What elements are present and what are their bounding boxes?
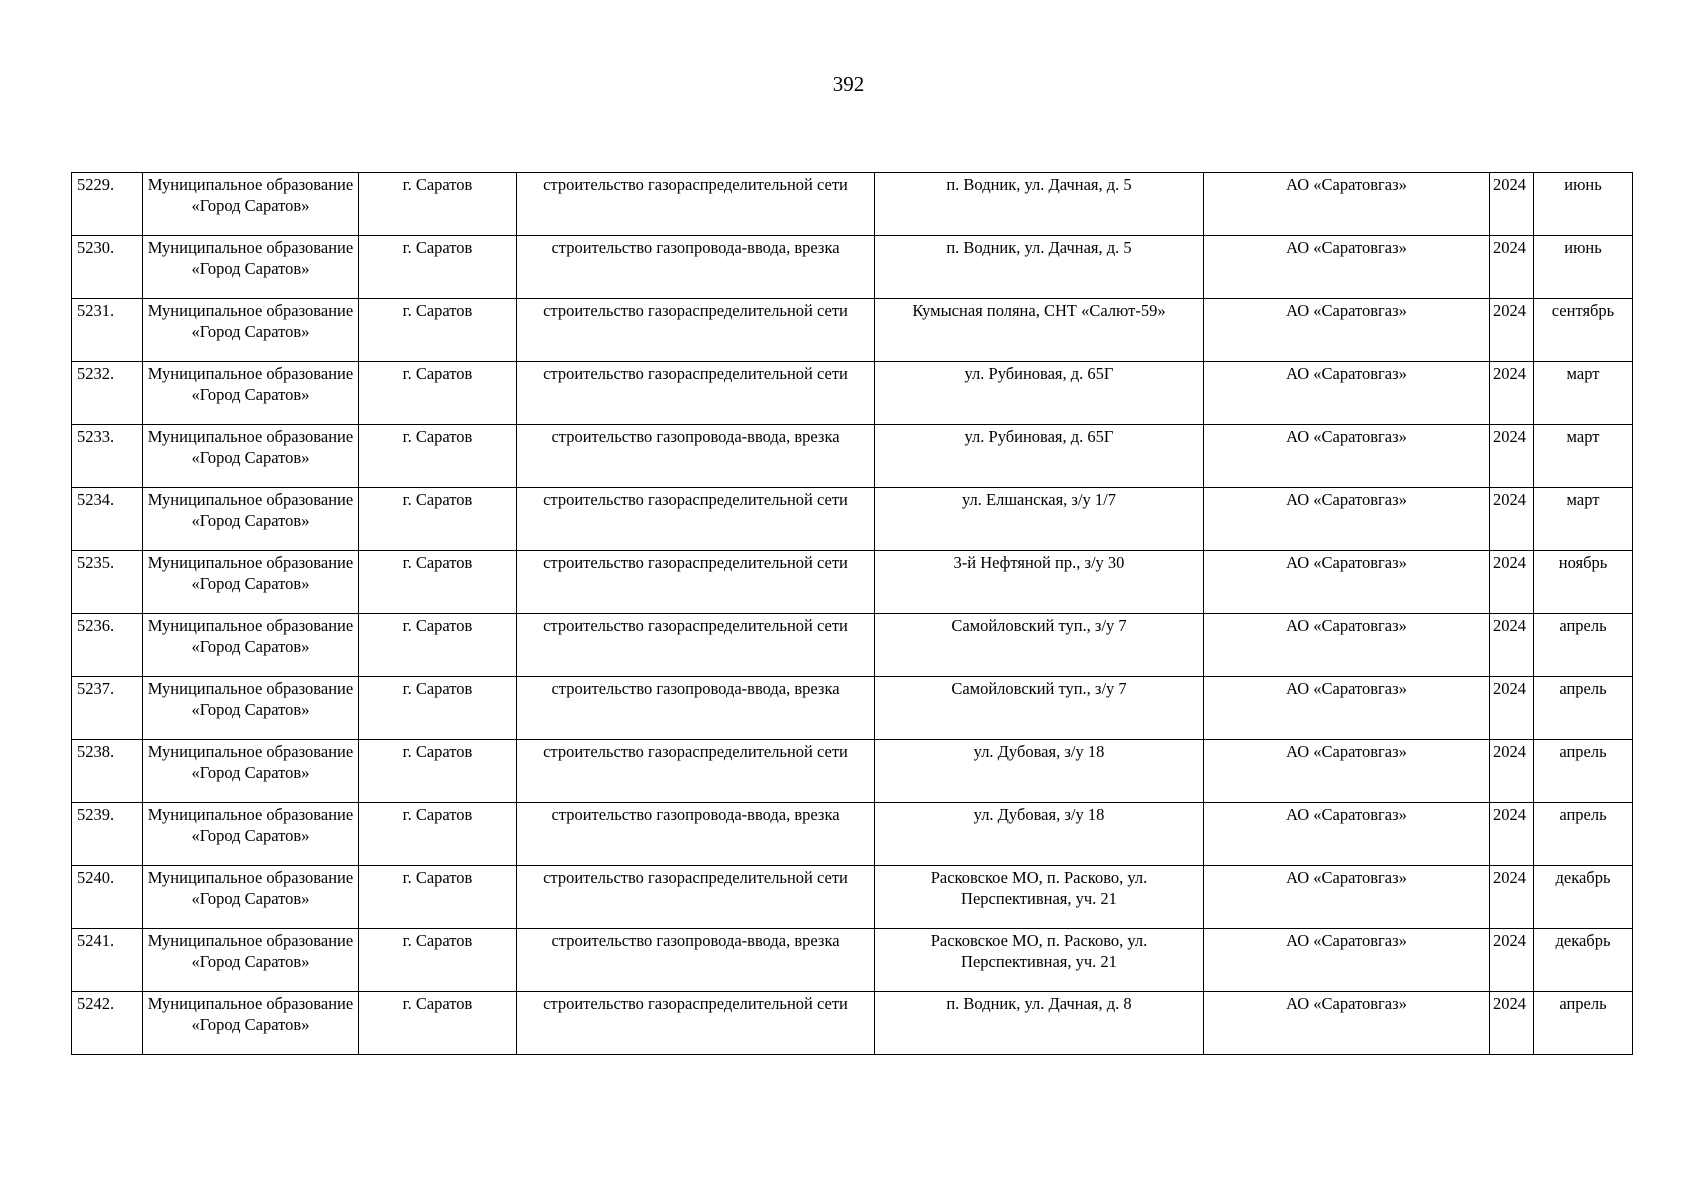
- settlement-cell: г. Саратов: [359, 299, 517, 362]
- month-cell: декабрь: [1534, 929, 1633, 992]
- row-number-cell: 5240.: [72, 866, 143, 929]
- year-cell: 2024: [1490, 299, 1534, 362]
- month-cell: апрель: [1534, 992, 1633, 1055]
- month-cell: апрель: [1534, 803, 1633, 866]
- address-cell: п. Водник, ул. Дачная, д. 8: [875, 992, 1204, 1055]
- work-type-cell: строительство газораспределительной сети: [517, 551, 875, 614]
- settlement-cell: г. Саратов: [359, 551, 517, 614]
- operator-cell: АО «Саратовгаз»: [1204, 488, 1490, 551]
- address-cell: 3-й Нефтяной пр., з/у 30: [875, 551, 1204, 614]
- municipality-cell: Муниципальное образование «Город Саратов»: [143, 929, 359, 992]
- table-row: [72, 173, 1633, 236]
- year-cell: 2024: [1490, 236, 1534, 299]
- table-row: [72, 362, 1633, 425]
- year-cell: 2024: [1490, 677, 1534, 740]
- row-number-cell: 5230.: [72, 236, 143, 299]
- municipality-cell: Муниципальное образование «Город Саратов»: [143, 740, 359, 803]
- address-cell: Расковское МО, п. Расково, ул. Перспективная, уч. 21: [875, 929, 1204, 992]
- month-cell: декабрь: [1534, 866, 1633, 929]
- work-type-cell: строительство газораспределительной сети: [517, 362, 875, 425]
- municipality-cell: Муниципальное образование «Город Саратов»: [143, 362, 359, 425]
- work-type-cell: строительство газораспределительной сети: [517, 614, 875, 677]
- municipality-cell: Муниципальное образование «Город Саратов»: [143, 803, 359, 866]
- settlement-cell: г. Саратов: [359, 362, 517, 425]
- year-cell: 2024: [1490, 740, 1534, 803]
- settlement-cell: г. Саратов: [359, 614, 517, 677]
- page-number: 392: [832, 72, 865, 96]
- municipality-cell: Муниципальное образование «Город Саратов»: [143, 614, 359, 677]
- year-cell: 2024: [1490, 425, 1534, 488]
- year-cell: 2024: [1490, 614, 1534, 677]
- municipality-cell: Муниципальное образование «Город Саратов»: [143, 173, 359, 236]
- operator-cell: АО «Саратовгаз»: [1204, 803, 1490, 866]
- address-cell: Самойловский туп., з/у 7: [875, 614, 1204, 677]
- work-type-cell: строительство газопровода-ввода, врезка: [517, 236, 875, 299]
- row-number-cell: 5235.: [72, 551, 143, 614]
- work-type-cell: строительство газораспределительной сети: [517, 488, 875, 551]
- month-cell: ноябрь: [1534, 551, 1633, 614]
- operator-cell: АО «Саратовгаз»: [1204, 614, 1490, 677]
- month-cell: июнь: [1534, 173, 1633, 236]
- row-number-cell: 5236.: [72, 614, 143, 677]
- settlement-cell: г. Саратов: [359, 929, 517, 992]
- row-number-cell: 5241.: [72, 929, 143, 992]
- operator-cell: АО «Саратовгаз»: [1204, 929, 1490, 992]
- address-cell: ул. Рубиновая, д. 65Г: [875, 425, 1204, 488]
- municipality-cell: Муниципальное образование «Город Саратов»: [143, 992, 359, 1055]
- month-cell: сентябрь: [1534, 299, 1633, 362]
- settlement-cell: г. Саратов: [359, 425, 517, 488]
- table-row: [72, 740, 1633, 803]
- row-number-cell: 5234.: [72, 488, 143, 551]
- municipality-cell: Муниципальное образование «Город Саратов»: [143, 488, 359, 551]
- municipality-cell: Муниципальное образование «Город Саратов»: [143, 551, 359, 614]
- table-row: [72, 236, 1633, 299]
- settlement-cell: г. Саратов: [359, 677, 517, 740]
- table-row: [72, 551, 1633, 614]
- operator-cell: АО «Саратовгаз»: [1204, 362, 1490, 425]
- operator-cell: АО «Саратовгаз»: [1204, 992, 1490, 1055]
- year-cell: 2024: [1490, 992, 1534, 1055]
- row-number-cell: 5239.: [72, 803, 143, 866]
- address-cell: Расковское МО, п. Расково, ул. Перспективная, уч. 21: [875, 866, 1204, 929]
- row-number-cell: 5231.: [72, 299, 143, 362]
- operator-cell: АО «Саратовгаз»: [1204, 299, 1490, 362]
- month-cell: апрель: [1534, 740, 1633, 803]
- month-cell: июнь: [1534, 236, 1633, 299]
- row-number-cell: 5238.: [72, 740, 143, 803]
- settlement-cell: г. Саратов: [359, 173, 517, 236]
- work-type-cell: строительство газораспределительной сети: [517, 992, 875, 1055]
- operator-cell: АО «Саратовгаз»: [1204, 866, 1490, 929]
- work-type-cell: строительство газопровода-ввода, врезка: [517, 929, 875, 992]
- table-row: [72, 299, 1633, 362]
- table-row: [72, 803, 1633, 866]
- row-number-cell: 5242.: [72, 992, 143, 1055]
- operator-cell: АО «Саратовгаз»: [1204, 740, 1490, 803]
- month-cell: апрель: [1534, 677, 1633, 740]
- settlement-cell: г. Саратов: [359, 866, 517, 929]
- municipality-cell: Муниципальное образование «Город Саратов»: [143, 866, 359, 929]
- month-cell: март: [1534, 425, 1633, 488]
- municipality-cell: Муниципальное образование «Город Саратов»: [143, 236, 359, 299]
- address-cell: ул. Елшанская, з/у 1/7: [875, 488, 1204, 551]
- row-number-cell: 5229.: [72, 173, 143, 236]
- row-number-cell: 5232.: [72, 362, 143, 425]
- operator-cell: АО «Саратовгаз»: [1204, 236, 1490, 299]
- month-cell: апрель: [1534, 614, 1633, 677]
- operator-cell: АО «Саратовгаз»: [1204, 425, 1490, 488]
- table-row: [72, 614, 1633, 677]
- table-row: [72, 866, 1633, 929]
- address-cell: п. Водник, ул. Дачная, д. 5: [875, 236, 1204, 299]
- work-type-cell: строительство газораспределительной сети: [517, 866, 875, 929]
- address-cell: п. Водник, ул. Дачная, д. 5: [875, 173, 1204, 236]
- year-cell: 2024: [1490, 488, 1534, 551]
- municipality-cell: Муниципальное образование «Город Саратов»: [143, 299, 359, 362]
- table-row: [72, 929, 1633, 992]
- table-row: [72, 425, 1633, 488]
- settlement-cell: г. Саратов: [359, 740, 517, 803]
- municipality-cell: Муниципальное образование «Город Саратов»: [143, 425, 359, 488]
- work-type-cell: строительство газораспределительной сети: [517, 740, 875, 803]
- work-type-cell: строительство газопровода-ввода, врезка: [517, 425, 875, 488]
- month-cell: март: [1534, 362, 1633, 425]
- work-type-cell: строительство газопровода-ввода, врезка: [517, 803, 875, 866]
- row-number-cell: 5233.: [72, 425, 143, 488]
- row-number-cell: 5237.: [72, 677, 143, 740]
- gasification-register-table: [71, 172, 1633, 1055]
- settlement-cell: г. Саратов: [359, 236, 517, 299]
- year-cell: 2024: [1490, 173, 1534, 236]
- table-row: [72, 488, 1633, 551]
- municipality-cell: Муниципальное образование «Город Саратов»: [143, 677, 359, 740]
- register-body: [72, 173, 1633, 1055]
- year-cell: 2024: [1490, 551, 1534, 614]
- table-row: [72, 992, 1633, 1055]
- address-cell: ул. Рубиновая, д. 65Г: [875, 362, 1204, 425]
- address-cell: ул. Дубовая, з/у 18: [875, 740, 1204, 803]
- operator-cell: АО «Саратовгаз»: [1204, 677, 1490, 740]
- settlement-cell: г. Саратов: [359, 803, 517, 866]
- year-cell: 2024: [1490, 929, 1534, 992]
- year-cell: 2024: [1490, 866, 1534, 929]
- work-type-cell: строительство газораспределительной сети: [517, 173, 875, 236]
- table-row: [72, 677, 1633, 740]
- settlement-cell: г. Саратов: [359, 992, 517, 1055]
- year-cell: 2024: [1490, 803, 1534, 866]
- settlement-cell: г. Саратов: [359, 488, 517, 551]
- operator-cell: АО «Саратовгаз»: [1204, 173, 1490, 236]
- address-cell: ул. Дубовая, з/у 18: [875, 803, 1204, 866]
- address-cell: Кумысная поляна, СНТ «Салют-59»: [875, 299, 1204, 362]
- month-cell: март: [1534, 488, 1633, 551]
- year-cell: 2024: [1490, 362, 1534, 425]
- work-type-cell: строительство газопровода-ввода, врезка: [517, 677, 875, 740]
- work-type-cell: строительство газораспределительной сети: [517, 299, 875, 362]
- operator-cell: АО «Саратовгаз»: [1204, 551, 1490, 614]
- address-cell: Самойловский туп., з/у 7: [875, 677, 1204, 740]
